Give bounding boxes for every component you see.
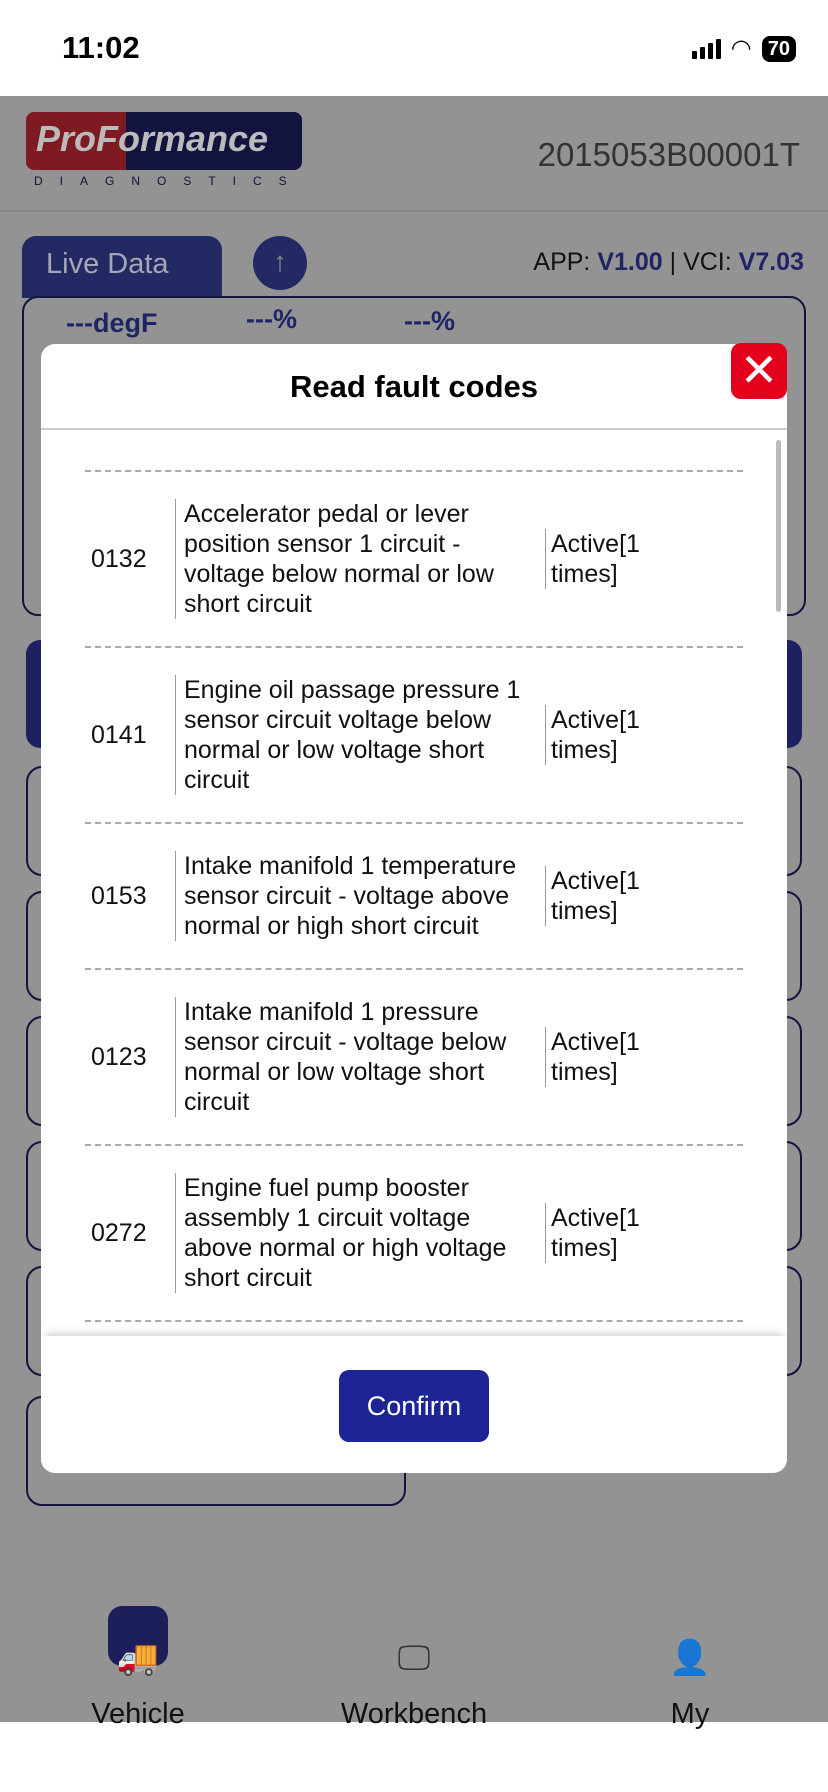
fault-code: 0123 [91, 1043, 147, 1071]
version-info: APP: V1.00 | VCI: V7.03 [533, 248, 804, 276]
fault-status: Active[1 times] [545, 866, 645, 926]
header [0, 96, 828, 212]
fault-codes-dialog [41, 344, 787, 1473]
fault-description: Intake manifold 1 pressure sensor circuit - voltage below normal or low voltage short circuit [175, 997, 545, 1117]
tab-live-data[interactable]: Live Data [22, 236, 222, 298]
fault-status: Active[1 times] [545, 705, 645, 765]
fault-row[interactable] [41, 648, 787, 822]
fault-description: Accelerator pedal or lever position sensor 1 circuit - voltage below normal or low short circuit [175, 499, 545, 619]
fault-row[interactable] [41, 824, 787, 968]
fault-description: Intake manifold 1 temperature sensor circuit - voltage above normal or high short circuit [175, 851, 545, 941]
dialog-title: Read fault codes [41, 344, 787, 430]
row-divider [85, 1320, 743, 1322]
fault-row[interactable] [41, 1146, 787, 1320]
truck-icon: 🚚 [108, 1606, 168, 1666]
fault-code: 0153 [91, 882, 147, 910]
nav-workbench[interactable] [276, 1584, 552, 1730]
live-value: ---% [404, 306, 455, 336]
live-value: ---% [246, 304, 297, 334]
nav-label: Workbench [340, 1698, 488, 1730]
nav-my[interactable] [552, 1584, 828, 1730]
clock: 11:02 [62, 30, 140, 65]
fault-status: Active[1 times] [545, 529, 645, 589]
fault-list[interactable] [41, 432, 787, 1336]
status-bar [0, 0, 828, 96]
fault-row[interactable] [41, 472, 787, 646]
fault-code: 0272 [91, 1219, 147, 1247]
person-icon: 👤 [668, 1639, 712, 1677]
bottom-nav [0, 1584, 828, 1730]
fault-code: 0132 [91, 545, 147, 573]
fault-description: Engine fuel pump booster assembly 1 circuit voltage above normal or high voltage short circuit [175, 1173, 545, 1293]
scrollbar[interactable] [776, 440, 781, 612]
close-icon[interactable]: ✕ [731, 343, 787, 399]
fault-row[interactable] [41, 970, 787, 1144]
fault-description: Engine oil passage pressure 1 sensor circuit voltage below normal or low voltage short circuit [175, 675, 545, 795]
upload-icon[interactable]: ↑ [253, 236, 307, 290]
device-serial: 2015053B00001T [537, 136, 800, 173]
dialog-footer [41, 1336, 787, 1473]
nav-label: Vehicle [91, 1698, 185, 1730]
live-value: ---degF [66, 308, 158, 338]
logo-subtitle: DIAGNOSTICS [34, 174, 304, 188]
logo: ProFormance [26, 112, 302, 170]
fault-code: 0141 [91, 721, 147, 749]
fault-status: Active[1 times] [545, 1203, 645, 1263]
monitor-chart-icon: 🖵 [397, 1639, 431, 1677]
signal-icon [692, 39, 721, 59]
battery-icon: 70 [762, 36, 796, 62]
nav-vehicle[interactable] [0, 1584, 276, 1730]
wifi-icon: ◠ [730, 35, 752, 62]
nav-label: My [670, 1698, 710, 1730]
confirm-button[interactable]: Confirm [339, 1370, 489, 1442]
fault-status: Active[1 times] [545, 1027, 645, 1087]
